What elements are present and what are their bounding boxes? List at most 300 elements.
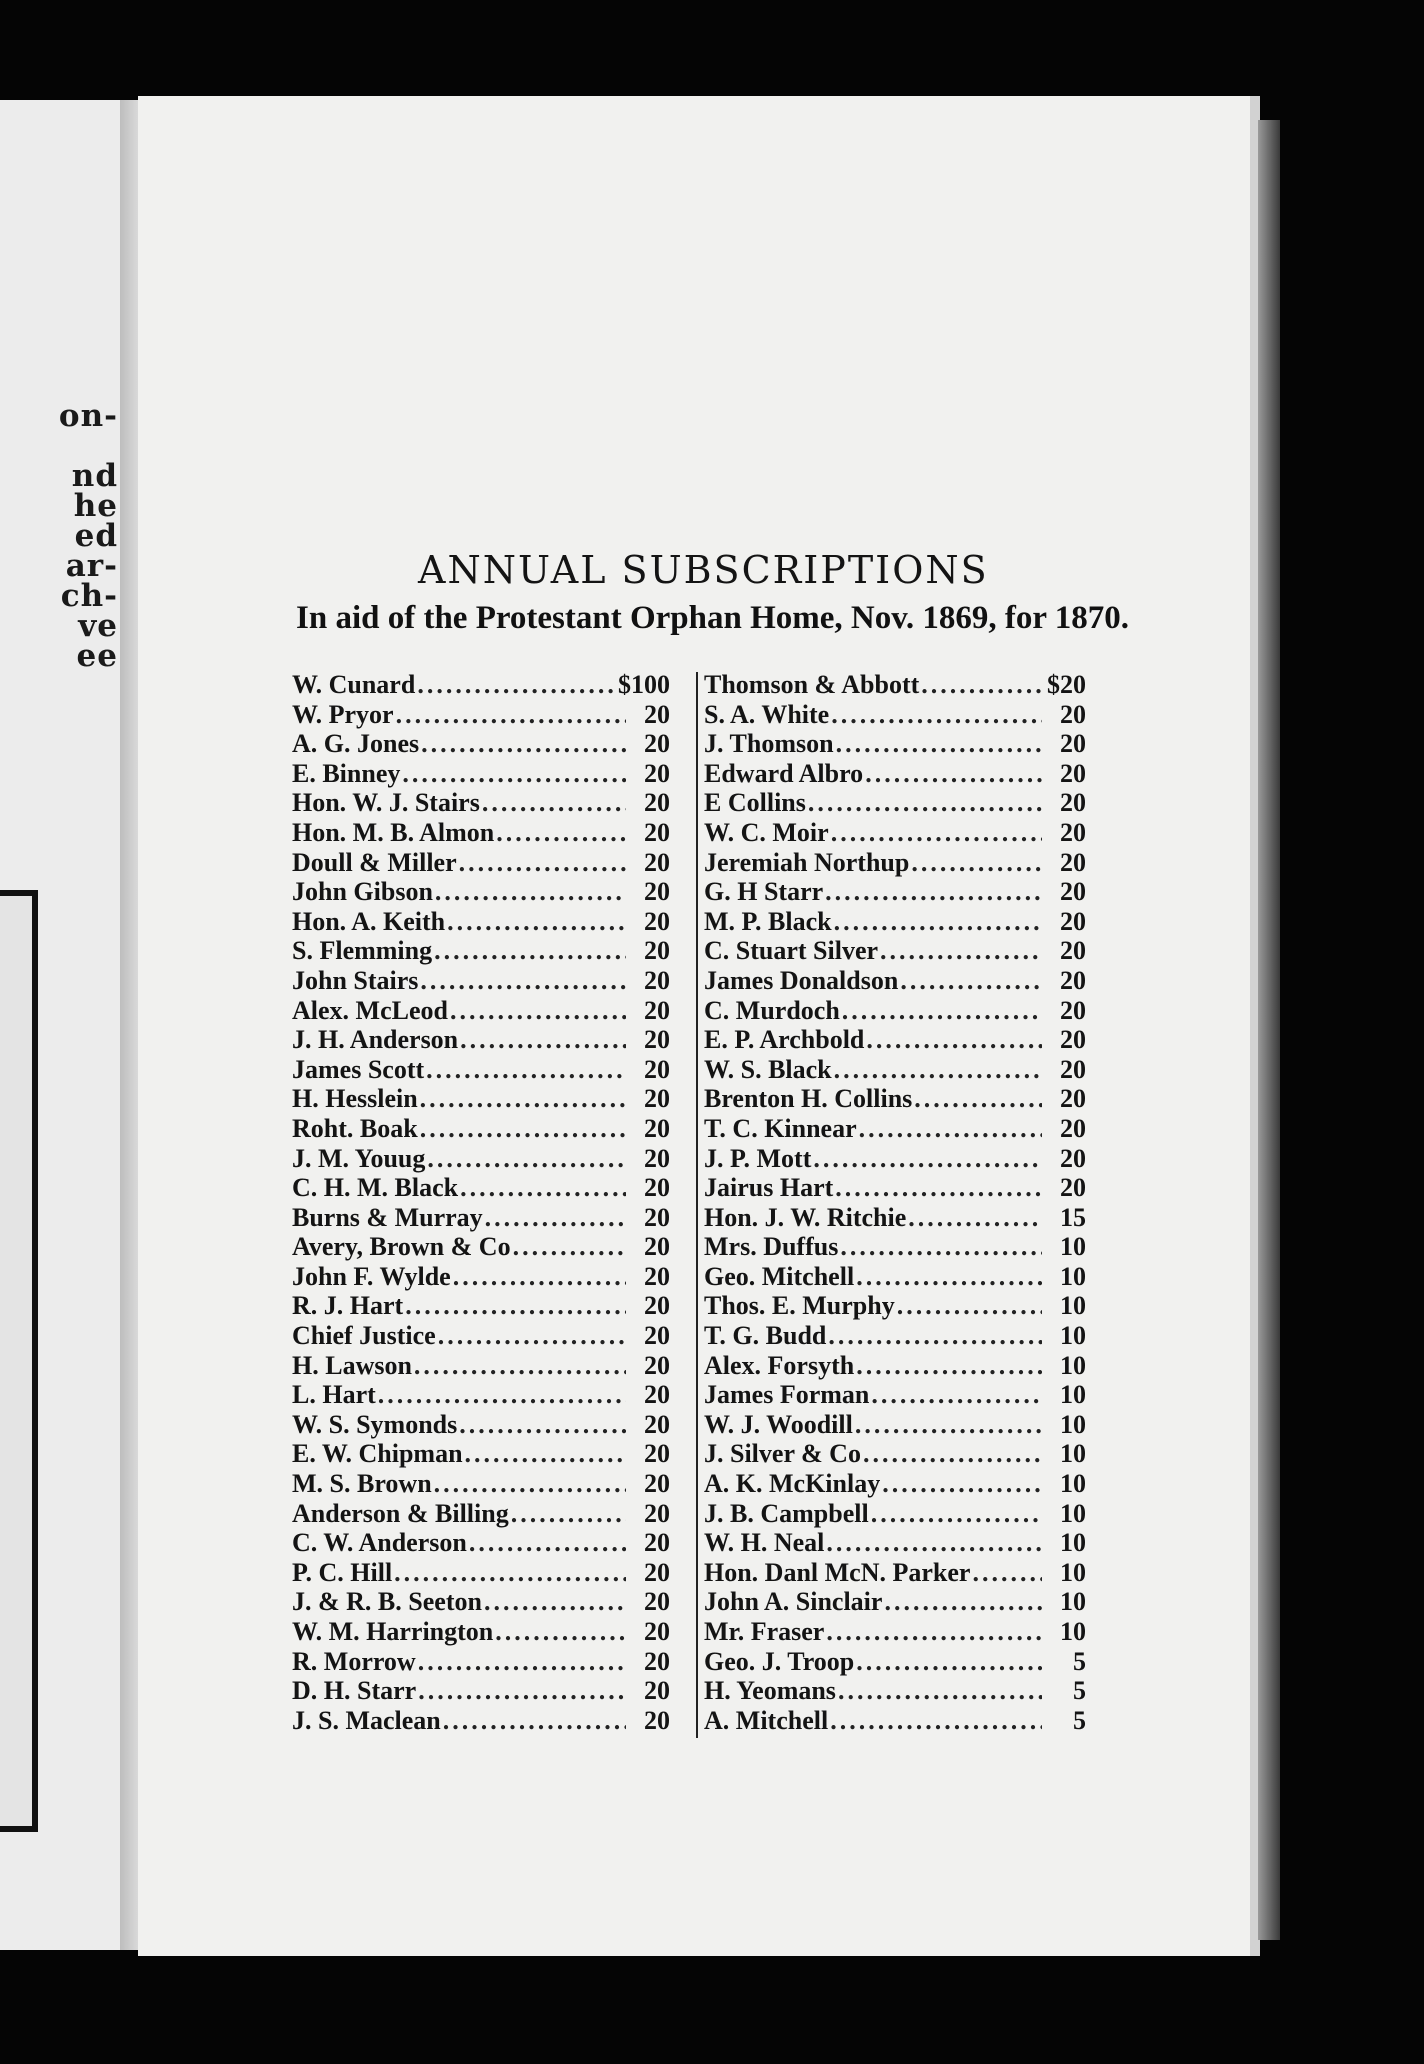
dot-leader [908, 1203, 1042, 1233]
dot-leader [405, 1291, 626, 1321]
dot-leader [880, 936, 1042, 966]
subscription-row [292, 966, 670, 996]
left-page-word: ee [76, 638, 118, 674]
dot-leader [842, 996, 1042, 1026]
dot-leader [394, 1558, 626, 1588]
subscriber-name: T. C. Kinnear [704, 1113, 857, 1143]
subscription-amount: 20 [644, 817, 670, 847]
dot-leader [826, 1617, 1042, 1647]
subscription-amount: 20 [644, 847, 670, 877]
dot-leader [863, 1439, 1042, 1469]
subscription-amount: 20 [1060, 906, 1086, 936]
subscriber-name: W. S. Black [704, 1054, 832, 1084]
subscription-amount: 20 [644, 1705, 670, 1735]
dot-leader [414, 1351, 626, 1381]
dot-leader [836, 729, 1042, 759]
dot-leader [897, 1291, 1042, 1321]
subscription-row [704, 1351, 1086, 1381]
subscription-row [292, 1173, 670, 1203]
dot-leader [834, 907, 1042, 937]
subscriber-name: W. M. Harrington [292, 1617, 494, 1646]
subscriptions-left-column [292, 670, 670, 1735]
dot-leader [402, 759, 626, 789]
subscriber-name: W. J. Woodill [704, 1409, 853, 1439]
subscriber-name: M. P. Black [704, 906, 832, 936]
subscription-row [704, 670, 1086, 700]
subscription-row [704, 729, 1086, 759]
subscriber-name: P. C. Hill [292, 1557, 393, 1587]
dot-leader [834, 1055, 1042, 1085]
subscription-amount: 20 [644, 1380, 670, 1410]
subscription-amount: 20 [644, 1617, 670, 1646]
subscription-row [704, 1617, 1086, 1647]
subscription-amount: 20 [1060, 1054, 1086, 1084]
dot-leader [856, 1647, 1042, 1677]
subscription-amount: 10 [1060, 1439, 1086, 1469]
subscription-row [704, 1587, 1086, 1617]
subscription-amount: 20 [644, 788, 670, 818]
dot-leader [418, 1647, 626, 1677]
subscription-amount: 20 [644, 1232, 670, 1262]
subscription-row [704, 1499, 1086, 1529]
subscriber-name: A. G. Jones [292, 729, 420, 759]
subscription-amount: 20 [644, 1528, 670, 1558]
dot-leader [511, 1499, 626, 1529]
subscriber-name: John A. Sinclair [704, 1587, 883, 1617]
subscriber-name: Geo. J. Troop [704, 1646, 855, 1676]
subscriber-name: L. Hart [292, 1380, 376, 1410]
subscription-amount: 20 [644, 1646, 670, 1676]
subscription-row [704, 1439, 1086, 1469]
subscription-amount: 20 [644, 936, 670, 966]
left-page-word: on- [58, 398, 118, 434]
dot-leader [434, 936, 626, 966]
subscription-row [704, 877, 1086, 907]
subscriber-name: James Scott [292, 1054, 425, 1084]
dot-leader [856, 1351, 1042, 1381]
dot-leader [420, 966, 626, 996]
subscription-amount: 20 [644, 1587, 670, 1617]
subscription-row [704, 1410, 1086, 1440]
subscriber-name: Thomson & Abbott [704, 670, 920, 699]
subscription-row [292, 1380, 670, 1410]
subscriber-name: S. Flemming [292, 936, 433, 966]
subscription-row [704, 1647, 1086, 1677]
subscription-amount: 20 [1060, 847, 1086, 877]
subscription-row [704, 1114, 1086, 1144]
subscriber-name: Doull & Miller [292, 847, 457, 877]
left-page-bordered-box [0, 890, 38, 1832]
subscription-row [292, 1528, 670, 1558]
subscription-amount: 20 [1060, 1113, 1086, 1143]
dot-leader [911, 848, 1042, 878]
subscription-amount: 20 [644, 1676, 670, 1706]
dot-leader [426, 1055, 626, 1085]
subscriber-name: J. M. Youug [292, 1143, 426, 1173]
dot-leader [866, 1025, 1042, 1055]
dot-leader [813, 1144, 1042, 1174]
subscription-amount: 20 [1060, 995, 1086, 1025]
page-edge-shadow [1258, 120, 1280, 1940]
subscription-row [292, 818, 670, 848]
subscription-row [704, 1676, 1086, 1706]
dot-leader [450, 996, 626, 1026]
subscriber-name: Hon. W. J. Stairs [292, 788, 480, 818]
subscriber-name: John Stairs [292, 965, 419, 995]
subscription-amount: 20 [1060, 936, 1086, 966]
dot-leader [460, 1025, 626, 1055]
subscription-row [292, 788, 670, 818]
subscription-amount: 20 [644, 1557, 670, 1587]
subscription-row [292, 1025, 670, 1055]
dot-leader [421, 729, 626, 759]
subscriber-name: A. K. McKinlay [704, 1469, 881, 1499]
subscription-row [704, 788, 1086, 818]
dot-leader [465, 1439, 626, 1469]
subscriber-name: W. H. Neal [704, 1528, 825, 1558]
subscriber-name: James Donaldson [704, 965, 899, 995]
subscriber-name: Brenton H. Collins [704, 1084, 913, 1114]
subscription-row [704, 1025, 1086, 1055]
subscriber-name: Thos. E. Murphy [704, 1291, 895, 1321]
dot-leader [830, 1706, 1042, 1736]
subscriptions-right-column [704, 670, 1086, 1735]
dot-leader [420, 1114, 626, 1144]
subscription-row [292, 1321, 670, 1351]
subscription-amount: 20 [1060, 699, 1086, 729]
subscription-amount: 10 [1060, 1261, 1086, 1291]
subscription-row [292, 877, 670, 907]
subscriber-name: G. H Starr [704, 877, 824, 907]
dot-leader [453, 1262, 626, 1292]
subscription-row [704, 759, 1086, 789]
subscription-row [704, 1232, 1086, 1262]
subscription-amount: 20 [644, 758, 670, 788]
dot-leader [914, 1084, 1042, 1114]
dot-leader [855, 1410, 1042, 1440]
page-title: ANNUAL SUBSCRIPTIONS [418, 548, 989, 592]
dot-leader [856, 1262, 1042, 1292]
subscription-amount: 20 [644, 1025, 670, 1055]
subscriber-name: C. W. Anderson [292, 1528, 467, 1558]
subscription-row [292, 1084, 670, 1114]
subscription-amount: 10 [1060, 1380, 1086, 1410]
dot-leader [484, 1587, 626, 1617]
subscriber-name: J. H. Anderson [292, 1025, 459, 1055]
subscriber-name: Jairus Hart [704, 1173, 834, 1203]
subscription-row [704, 700, 1086, 730]
subscriber-name: Geo. Mitchell [704, 1261, 855, 1291]
subscription-row [292, 1262, 670, 1292]
left-page-word: ch- [60, 578, 118, 614]
subscriber-name: A. Mitchell [704, 1705, 829, 1735]
dot-leader [460, 1173, 626, 1203]
subscriber-name: R. Morrow [292, 1646, 416, 1676]
subscription-amount: 10 [1060, 1232, 1086, 1262]
dot-leader [513, 1232, 626, 1262]
dot-leader [859, 1114, 1042, 1144]
subscription-row [292, 729, 670, 759]
subscriber-name: J. & R. B. Seeton [292, 1587, 482, 1617]
subscription-amount: 20 [1060, 758, 1086, 788]
subscription-amount: 20 [1060, 1143, 1086, 1173]
subscriber-name: E. W. Chipman [292, 1439, 463, 1469]
dot-leader [469, 1528, 626, 1558]
dot-leader [825, 877, 1042, 907]
subscriber-name: Jeremiah Northup [704, 847, 910, 877]
subscription-row [704, 1528, 1086, 1558]
subscription-row [292, 1647, 670, 1677]
dot-leader [495, 1617, 626, 1647]
dot-leader [826, 1528, 1042, 1558]
subscriber-name: E Collins [704, 788, 806, 818]
subscription-row [292, 996, 670, 1026]
dot-leader [900, 966, 1042, 996]
dot-leader [838, 1676, 1042, 1706]
subscription-amount: 20 [644, 729, 670, 759]
left-page-word: ar- [65, 548, 118, 584]
subscriber-name: J. Thomson [704, 729, 834, 759]
subscription-amount: 10 [1060, 1291, 1086, 1321]
subscription-row [704, 907, 1086, 937]
subscription-row [292, 1144, 670, 1174]
subscriber-name: D. H. Starr [292, 1676, 417, 1706]
subscription-amount: $100 [618, 670, 670, 699]
subscription-amount: 20 [1060, 729, 1086, 759]
subscription-amount: 5 [1073, 1705, 1086, 1735]
subscription-amount: 20 [644, 965, 670, 995]
subscription-row [292, 1439, 670, 1469]
dot-leader [871, 1380, 1042, 1410]
dot-leader [496, 818, 626, 848]
subscription-row [704, 996, 1086, 1026]
dot-leader [459, 848, 626, 878]
subscription-row [292, 1499, 670, 1529]
subscription-amount: 10 [1060, 1321, 1086, 1351]
subscriber-name: W. Pryor [292, 699, 394, 729]
dot-leader [438, 1321, 626, 1351]
dot-leader [972, 1558, 1042, 1588]
subscription-row [292, 848, 670, 878]
subscriber-name: E. P. Archbold [704, 1025, 865, 1055]
subscription-amount: 10 [1060, 1469, 1086, 1499]
subscriber-name: Edward Albro [704, 758, 864, 788]
subscription-amount: 20 [644, 699, 670, 729]
subscriber-name: S. A. White [704, 699, 830, 729]
dot-leader [420, 1084, 626, 1114]
subscriber-name: John F. Wylde [292, 1261, 451, 1291]
subscriber-name: R. J. Hart [292, 1291, 404, 1321]
subscriber-name: W. C. Moir [704, 817, 829, 847]
subscription-row [292, 1617, 670, 1647]
subscription-row [292, 1055, 670, 1085]
left-page-fragment [0, 100, 120, 1950]
dot-leader [482, 788, 626, 818]
subscription-row [292, 1410, 670, 1440]
subscription-amount: 20 [1060, 877, 1086, 907]
book-gutter [120, 100, 138, 1950]
subscription-row [292, 1469, 670, 1499]
subscription-row [704, 1321, 1086, 1351]
subscription-row [704, 1469, 1086, 1499]
dot-leader [840, 1232, 1042, 1262]
subscription-row [704, 1144, 1086, 1174]
subscription-row [704, 1084, 1086, 1114]
subscription-row [704, 1055, 1086, 1085]
subscription-amount: 20 [644, 995, 670, 1025]
subscription-amount: 10 [1060, 1350, 1086, 1380]
subscriber-name: C. H. M. Black [292, 1173, 459, 1203]
dot-leader [831, 818, 1042, 848]
left-page-word: nd [71, 458, 118, 494]
subscription-amount: 10 [1060, 1557, 1086, 1587]
subscription-row [704, 1558, 1086, 1588]
subscription-row [292, 670, 670, 700]
subscription-amount: 20 [644, 1084, 670, 1114]
subscriber-name: W. S. Symonds [292, 1409, 458, 1439]
subscription-amount: 20 [644, 1054, 670, 1084]
dot-leader [378, 1380, 626, 1410]
subscriber-name: J. P. Mott [704, 1143, 812, 1173]
dot-leader [427, 1144, 626, 1174]
subscriber-name: Roht. Boak [292, 1113, 418, 1143]
subscriber-name: C. Murdoch [704, 995, 840, 1025]
subscription-amount: 20 [644, 1498, 670, 1528]
subscription-row [292, 1558, 670, 1588]
subscription-row [704, 1262, 1086, 1292]
dot-leader [434, 1469, 626, 1499]
subscription-row [704, 848, 1086, 878]
subscription-row [292, 907, 670, 937]
subscription-row [292, 1232, 670, 1262]
subscription-row [292, 936, 670, 966]
dot-leader [808, 788, 1042, 818]
subscriber-name: Anderson & Billing [292, 1498, 509, 1528]
subscriber-name: Hon. M. B. Almon [292, 817, 495, 847]
subscription-amount: 20 [644, 1261, 670, 1291]
subscription-amount: 20 [644, 1321, 670, 1351]
subscriber-name: Burns & Murray [292, 1202, 483, 1232]
dot-leader [921, 670, 1042, 700]
subscriber-name: Hon. Danl McN. Parker [704, 1557, 971, 1587]
dot-leader [485, 1203, 626, 1233]
subscription-amount: 15 [1060, 1202, 1086, 1232]
subscription-row [292, 759, 670, 789]
subscriber-name: J. Silver & Co [704, 1439, 861, 1469]
subscription-row [292, 1676, 670, 1706]
subscriber-name: H. Yeomans [704, 1676, 836, 1706]
dot-leader [828, 1321, 1042, 1351]
subscription-amount: 20 [644, 1409, 670, 1439]
subscriber-name: Hon. A. Keith [292, 906, 446, 936]
subscriber-name: M. S. Brown [292, 1469, 432, 1499]
left-page-word: he [73, 488, 118, 524]
subscriber-name: Mr. Fraser [704, 1617, 825, 1646]
dot-leader [443, 1706, 626, 1736]
subscription-amount: 5 [1073, 1676, 1086, 1706]
subscription-amount: 20 [1060, 1084, 1086, 1114]
subscriber-name: H. Lawson [292, 1350, 412, 1380]
subscriber-name: John Gibson [292, 877, 433, 907]
dot-leader [835, 1173, 1042, 1203]
subscription-amount: 20 [1060, 1025, 1086, 1055]
subscriber-name: Chief Justice [292, 1321, 436, 1351]
subscription-amount: 10 [1060, 1498, 1086, 1528]
subscription-amount: 10 [1060, 1617, 1086, 1646]
left-page-word: ed [74, 518, 118, 554]
subscription-amount: 20 [644, 1291, 670, 1321]
subscription-amount: 20 [1060, 1173, 1086, 1203]
dot-leader [396, 700, 626, 730]
subscription-amount: 20 [644, 1439, 670, 1469]
subscription-row [292, 1706, 670, 1736]
subscriber-name: W. Cunard [292, 670, 416, 699]
subscription-row [704, 1203, 1086, 1233]
dot-leader [417, 670, 614, 700]
dot-leader [447, 907, 626, 937]
subscription-amount: 20 [644, 1469, 670, 1499]
subscriber-name: James Forman [704, 1380, 870, 1410]
subscription-amount: 20 [1060, 965, 1086, 995]
subscription-row [292, 1587, 670, 1617]
subscription-row [704, 1706, 1086, 1736]
subscription-amount: 20 [644, 1173, 670, 1203]
subscriber-name: Mrs. Duffus [704, 1232, 839, 1262]
subscription-amount: $20 [1047, 670, 1086, 699]
subscription-row [704, 936, 1086, 966]
subscription-amount: 5 [1073, 1646, 1086, 1676]
subscription-row [704, 1173, 1086, 1203]
page-subtitle: In aid of the Protestant Orphan Home, Nov. 1869, for 1870. [296, 600, 1129, 636]
subscriber-name: T. G. Budd [704, 1321, 827, 1351]
dot-leader [884, 1587, 1042, 1617]
dot-leader [871, 1499, 1042, 1529]
column-divider [696, 672, 698, 1738]
subscriber-name: E. Binney [292, 758, 401, 788]
subscriber-name: Hon. J. W. Ritchie [704, 1202, 907, 1232]
subscription-row [704, 818, 1086, 848]
dot-leader [418, 1676, 626, 1706]
subscription-amount: 20 [644, 1202, 670, 1232]
subscriber-name: H. Hesslein [292, 1084, 418, 1114]
subscriber-name: J. S. Maclean [292, 1705, 441, 1735]
subscription-row [292, 1351, 670, 1381]
subscription-amount: 20 [644, 877, 670, 907]
subscription-amount: 10 [1060, 1528, 1086, 1558]
subscription-row [292, 1291, 670, 1321]
subscription-row [704, 966, 1086, 996]
subscription-amount: 20 [644, 1350, 670, 1380]
dot-leader [831, 700, 1042, 730]
subscription-row [292, 1203, 670, 1233]
subscription-row [292, 700, 670, 730]
dot-leader [435, 877, 626, 907]
subscriber-name: Avery, Brown & Co [292, 1232, 511, 1262]
dot-leader [882, 1469, 1042, 1499]
subscriber-name: C. Stuart Silver [704, 936, 879, 966]
left-page-word: ve [78, 608, 118, 644]
subscription-row [704, 1380, 1086, 1410]
subscription-row [704, 1291, 1086, 1321]
subscription-amount: 20 [1060, 788, 1086, 818]
subscriber-name: Alex. Forsyth [704, 1350, 855, 1380]
subscriber-name: Alex. McLeod [292, 995, 448, 1025]
subscription-row [292, 1114, 670, 1144]
subscription-amount: 10 [1060, 1409, 1086, 1439]
subscription-amount: 20 [644, 1113, 670, 1143]
subscription-amount: 20 [644, 906, 670, 936]
dot-leader [459, 1410, 626, 1440]
